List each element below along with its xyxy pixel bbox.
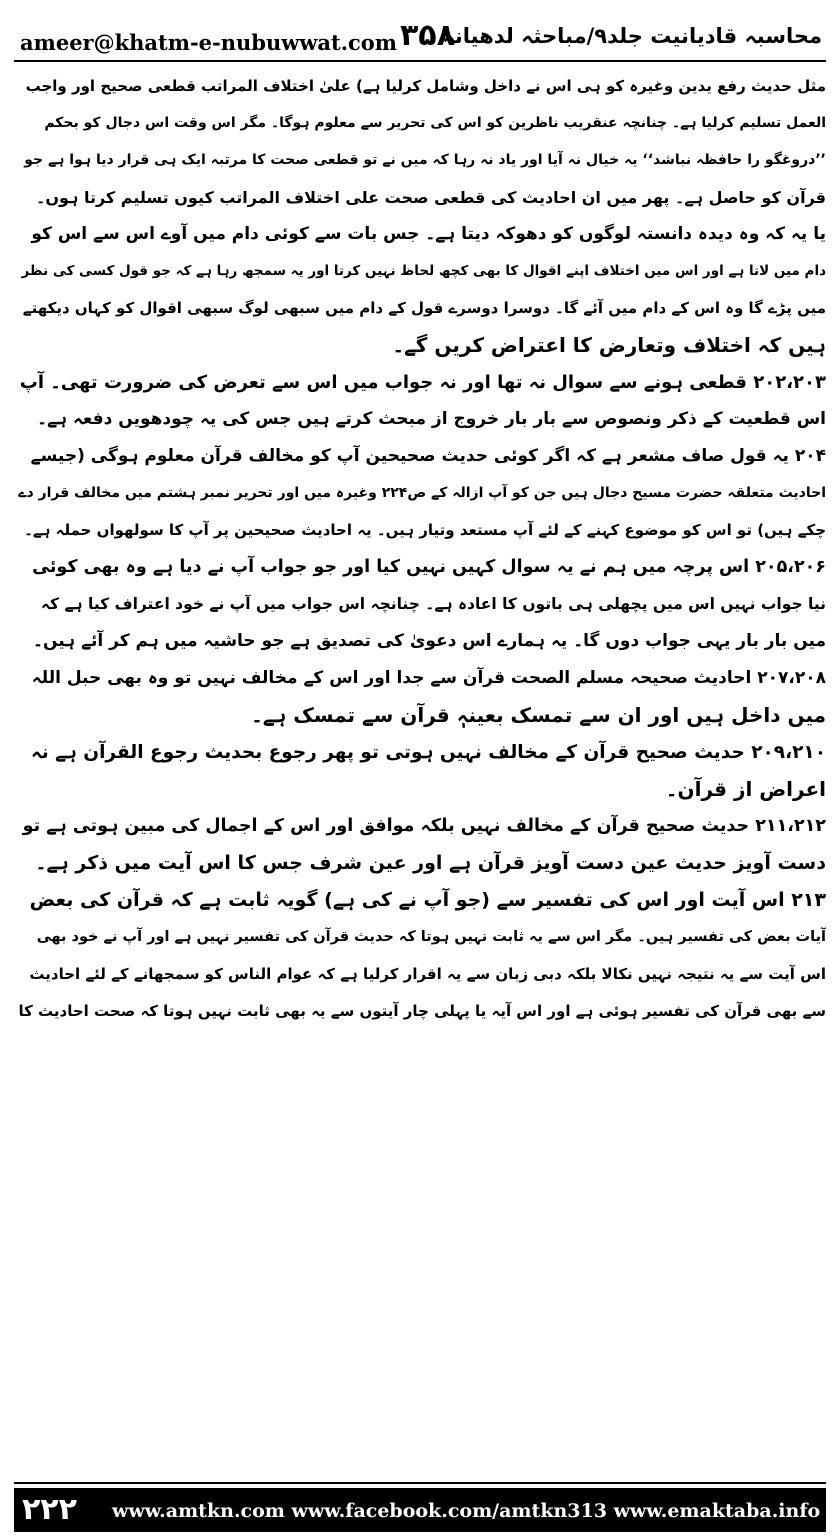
text-line: ۲۱۱،۲۱۲ حدیث صحیح قرآن کے مخالف نہیں بلکہ موافق اور اس کے اجمال کی مبین ہوتی ہے تو <box>22 816 826 836</box>
text-line: ۲۰۵،۲۰۶ اس پرچہ میں ہم نے یہ سوال کہیں نہیں کیا اور جو جواب آپ نے دیا ہے وہ بھی کوئی <box>32 557 826 577</box>
text-line: قرآن کو حاصل ہے۔ پھر میں ان احادیث کی قطعی صحت علی اختلاف المراتب کیوں تسلیم کرتا ہوں۔ <box>35 188 826 207</box>
text-line: دام میں لاتا ہے اور اس میں اختلاف اپنے اقوال کا بھی کچھ لحاظ نہیں کرتا اور یہ سمجھ رہا ہے کہ جو قول کسی کی نظر <box>21 263 826 279</box>
footer-divider <box>14 1482 826 1484</box>
text-line: میں داخل ہیں اور ان سے تمسک بعینہٖ قرآن سے تمسک ہے۔ <box>251 703 826 727</box>
header-email: ameer@khatm-e-nubuwwat.com <box>20 30 398 55</box>
text-line: میں بار بار یہی جواب دوں گا۔ یہ ہمارے اس دعویٰ کی تصدیق ہے جو حاشیہ میں ہم کر آئے ہیں۔ <box>32 631 826 651</box>
text-line: مثل حدیث رفع یدین وغیرہ کو ہی اس نے داخل وشامل کرلیا ہے) علیٰ اختلاف المراتب قطعی صحیح اور واجب <box>25 77 826 95</box>
text-line: میں پڑے گا وہ اس کے دام میں آئے گا۔ دوسرا دوسرے قول کے دام میں سبھی لوگ سبھی اقوال کو کہاں دیکھتے <box>22 299 826 317</box>
text-line: ۲۰۲،۲۰۳ قطعی ہونے سے سوال نہ تھا اور نہ جواب میں اس سے تعرض کی ضرورت تھی۔ آپ <box>19 372 826 393</box>
text-line: ۲۰۴ یہ قول صاف مشعر ہے کہ اگر کوئی حدیث صحیحین آپ کو مخالف قرآن معلوم ہوگی (جیسے <box>30 446 826 466</box>
text-line: آیات بعض کی تفسیر ہیں۔ مگر اس سے یہ ثابت نہیں ہوتا کہ حدیث قرآن کی تفسیر نہیں ہے اور آپ نے خود بھی <box>36 929 826 945</box>
text-line: ۲۰۷،۲۰۸ احادیث صحیحہ مسلم الصحت قرآن سے جدا اور اس کے مخالف نہیں تو وہ بھی حبل اللہ <box>31 668 826 688</box>
text-line: چکے ہیں) تو اس کو موضوع کہنے کے لئے آپ مستعد وتیار ہیں۔ یہ احادیث صحیحین پر آپ کا سولھواں حملہ ہے۔ <box>24 521 826 539</box>
text-line: احادیث متعلقہ حضرت مسیح دجال ہیں جن کو آپ ازالہ کے ص۲۲۴ وغیرہ میں اور تحریر نمبر ہشتم میں مخالف قرار دے <box>18 485 826 501</box>
body-text <box>18 68 826 1030</box>
text-line: اعراض از قرآن۔ <box>665 777 826 801</box>
text-line: ۲۱۳ اس آیت اور اس کی تفسیر سے (جو آپ نے کی ہے) گویہ ثابت ہے کہ قرآن کی بعض <box>29 889 826 911</box>
header-book-title: محاسبہ قادیانیت جلد۹/مباحثہ لدھیانہ <box>442 24 822 48</box>
page-header <box>14 14 826 60</box>
page-footer <box>14 1488 826 1532</box>
text-line: ہیں کہ اختلاف وتعارض کا اعتراض کریں گے۔ <box>392 333 826 357</box>
text-line: سے بھی قرآن کی تفسیر ہوئی ہے اور اس آیہ یا پہلی چار آیتوں سے یہ بھی ثابت نہیں ہوتا کہ صحت احادیث کا <box>18 1002 826 1020</box>
text-line: یا یہ کہ وہ دیدہ دانستہ لوگوں کو دھوکہ دیتا ہے۔ جس بات سے کوئی دام میں آوے اس سے اس کو <box>31 224 826 244</box>
text-line: دست آویز حدیث عین دست آویز قرآن ہے اور عین شرف جس کا اس آیت میں ذکر ہے۔ <box>35 852 826 874</box>
header-page-number: ۳۵۸ <box>400 18 455 53</box>
text-line: ۲۰۹،۲۱۰ حدیث صحیح قرآن کے مخالف نہیں ہوتی تو پھر رجوع بحدیث رجوع القرآن ہے نہ <box>30 742 826 763</box>
text-line: اس قطعیت کے ذکر ونصوص سے بار بار خروج از مبحث کرتے ہیں جس کی یہ چودھویں دفعہ ہے۔ <box>37 409 826 429</box>
text-line: نیا جواب نہیں اس میں پچھلی ہی باتوں کا اعادہ ہے۔ چنانچہ اس جواب میں آپ نے خود اعتراف کیا ہے کہ <box>40 595 826 613</box>
header-divider <box>14 60 826 62</box>
footer-website-links: www.amtkn.com www.facebook.com/amtkn313 www.emaktaba.info <box>112 1500 821 1522</box>
text-line: العمل تسلیم کرلیا ہے۔ چنانچہ عنقریب ناظرین کو اس کی تحریر سے معلوم ہوگا۔ مگر اس وقت اس دجال کو بحکم <box>44 115 826 131</box>
text-line: اس آیت سے یہ نتیجہ نہیں نکالا بلکہ دبی زبان سے یہ اقرار کرلیا ہے کہ عوام الناس کو سمجھانے کے لئے احادیث <box>29 965 826 983</box>
text-line: ’’دروغگو را حافظہ نباشد‘‘ یہ خیال نہ آیا اور یاد نہ رہا کہ میں نے تو قطعی صحت کا مرتبہ ایک ہی قرار دیا ہوا ہے جو <box>24 152 826 168</box>
footer-page-number: ۲۲۲ <box>22 1492 77 1527</box>
